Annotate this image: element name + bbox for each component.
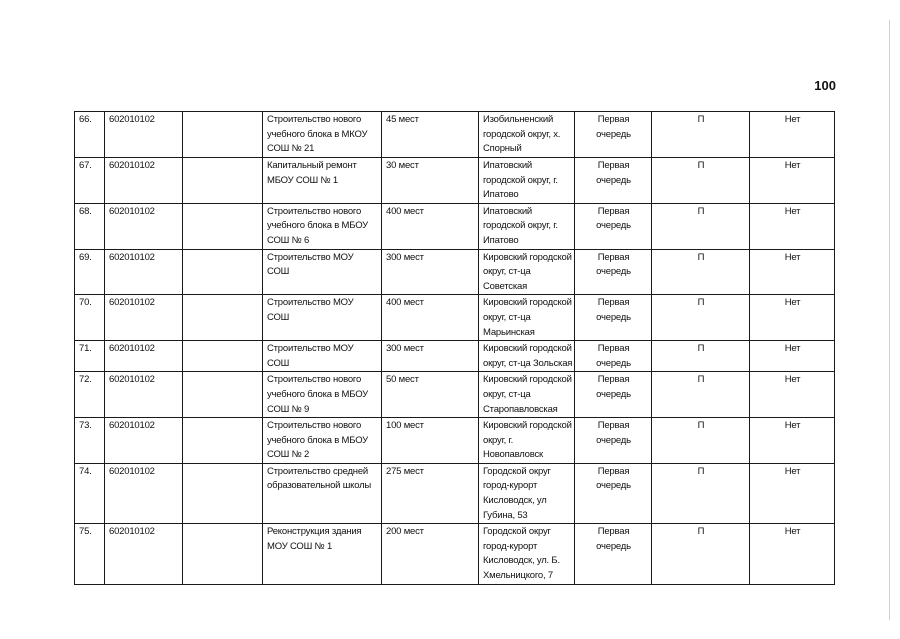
table-row	[75, 158, 835, 204]
capacity-cell: 300 мест	[382, 341, 479, 372]
stage-cell-line: очередь	[596, 388, 631, 400]
capacity-cell: 300 мест	[382, 249, 479, 295]
location-cell-line: округ, ст-ца	[483, 266, 531, 278]
capacity-cell: 50 мест	[382, 372, 479, 418]
stage-cell-line: очередь	[596, 220, 631, 232]
location-cell-line: городской округ, г.	[483, 174, 558, 186]
object-name-cell-line: МБОУ СОШ № 1	[267, 174, 338, 186]
table-row	[75, 203, 835, 249]
stage-cell-line: очередь	[596, 357, 631, 369]
row-number-cell: 68.	[75, 203, 105, 249]
empty-cell	[183, 295, 263, 341]
stage-cell	[575, 203, 652, 249]
stage-cell-line: Первая	[597, 526, 630, 538]
object-name-cell	[263, 203, 382, 249]
location-cell-line: Кировский городской	[483, 297, 572, 309]
mark-cell: П	[652, 463, 750, 523]
location-cell-line: Кировский городской	[483, 420, 572, 432]
code-cell: 602010102	[105, 372, 183, 418]
object-name-cell-line: СОШ	[267, 266, 290, 278]
code-cell: 602010102	[105, 463, 183, 523]
stage-cell-line: очередь	[596, 128, 631, 140]
stage-cell	[575, 295, 652, 341]
object-name-cell	[263, 112, 382, 158]
object-name-cell-line: учебного блока в МБОУ	[267, 220, 369, 232]
object-name-cell-line: Строительство средней	[267, 465, 369, 477]
stage-cell	[575, 418, 652, 464]
object-name-cell-line: СОШ	[267, 357, 290, 369]
row-number-cell: 67.	[75, 158, 105, 204]
table-row	[75, 295, 835, 341]
table-row	[75, 112, 835, 158]
empty-cell	[183, 524, 263, 584]
code-cell: 602010102	[105, 524, 183, 584]
flag-cell: Нет	[750, 249, 835, 295]
object-name-cell	[263, 372, 382, 418]
mark-cell: П	[652, 203, 750, 249]
stage-cell-line: Первая	[597, 114, 630, 125]
location-cell	[479, 203, 575, 249]
flag-cell: Нет	[750, 463, 835, 523]
stage-cell-line: Первая	[597, 420, 630, 432]
stage-cell-line: Первая	[597, 374, 630, 386]
empty-cell	[183, 418, 263, 464]
capacity-cell: 30 мест	[382, 158, 479, 204]
object-name-cell-line: Строительство МОУ	[267, 297, 354, 309]
location-cell-line: городской округ, х.	[483, 128, 561, 140]
object-name-cell	[263, 295, 382, 341]
location-cell	[479, 295, 575, 341]
object-name-cell-line: СОШ № 2	[267, 449, 310, 461]
table-row	[75, 249, 835, 295]
location-cell	[479, 524, 575, 584]
code-cell: 602010102	[105, 249, 183, 295]
code-cell: 602010102	[105, 341, 183, 372]
empty-cell	[183, 112, 263, 158]
flag-cell: Нет	[750, 203, 835, 249]
object-name-cell-line: учебного блока в МБОУ	[267, 434, 369, 446]
location-cell-line: Кировский городской	[483, 343, 572, 355]
stage-cell-line: очередь	[596, 311, 631, 323]
flag-cell: Нет	[750, 112, 835, 158]
mark-cell: П	[652, 295, 750, 341]
empty-cell	[183, 463, 263, 523]
mark-cell: П	[652, 249, 750, 295]
location-cell-line: Ипатово	[483, 189, 519, 201]
capacity-cell: 100 мест	[382, 418, 479, 464]
location-cell	[479, 158, 575, 204]
location-cell-line: Городской округ	[483, 526, 551, 538]
table-row	[75, 463, 835, 523]
object-name-cell	[263, 463, 382, 523]
object-name-cell-line: Строительство нового	[267, 205, 362, 217]
stage-cell	[575, 249, 652, 295]
object-name-cell-line: Строительство МОУ	[267, 343, 354, 355]
flag-cell: Нет	[750, 158, 835, 204]
flag-cell: Нет	[750, 418, 835, 464]
stage-cell	[575, 372, 652, 418]
document-table	[74, 111, 835, 585]
table-body	[75, 112, 835, 585]
stage-cell-line: Первая	[597, 205, 630, 217]
object-name-cell-line: учебного блока в МБОУ	[267, 388, 369, 400]
code-cell: 602010102	[105, 112, 183, 158]
flag-cell: Нет	[750, 341, 835, 372]
location-cell	[479, 249, 575, 295]
location-cell-line: Губина, 53	[483, 509, 528, 521]
location-cell-line: округ, ст-ца	[483, 311, 531, 323]
location-cell	[479, 112, 575, 158]
mark-cell: П	[652, 158, 750, 204]
stage-cell-line: Первая	[597, 251, 630, 263]
object-name-cell-line: Строительство нового	[267, 374, 362, 386]
location-cell	[479, 341, 575, 372]
location-cell-line: Ипатовский	[483, 160, 533, 171]
object-name-cell-line: СОШ	[267, 311, 290, 323]
flag-cell: Нет	[750, 524, 835, 584]
location-cell-line: городской округ, г.	[483, 220, 558, 232]
stage-cell	[575, 341, 652, 372]
location-cell-line: город-курорт	[483, 480, 538, 492]
stage-cell	[575, 463, 652, 523]
page-number: 100	[814, 78, 836, 93]
location-cell-line: округ, ст-ца Зольская	[483, 357, 573, 369]
empty-cell	[183, 372, 263, 418]
location-cell	[479, 463, 575, 523]
location-cell-line: Городской округ	[483, 465, 551, 477]
row-number-cell: 69.	[75, 249, 105, 295]
mark-cell: П	[652, 418, 750, 464]
location-cell-line: округ, г.	[483, 434, 514, 446]
location-cell	[479, 418, 575, 464]
stage-cell-line: Первая	[597, 297, 630, 309]
code-cell: 602010102	[105, 295, 183, 341]
location-cell-line: Кисловодск, ул. Б.	[483, 555, 560, 567]
location-cell-line: Спорный	[483, 143, 522, 155]
location-cell-line: город-курорт	[483, 540, 538, 552]
flag-cell: Нет	[750, 372, 835, 418]
object-name-cell-line: МОУ СОШ № 1	[267, 540, 333, 552]
stage-cell	[575, 158, 652, 204]
capacity-cell: 45 мест	[382, 112, 479, 158]
row-number-cell: 66.	[75, 112, 105, 158]
location-cell-line: Ипатово	[483, 234, 519, 246]
stage-cell-line: очередь	[596, 480, 631, 492]
flag-cell: Нет	[750, 295, 835, 341]
mark-cell: П	[652, 524, 750, 584]
location-cell-line: Марьинская	[483, 326, 535, 338]
location-cell-line: Изобильненский	[483, 114, 554, 125]
code-cell: 602010102	[105, 418, 183, 464]
object-name-cell-line: СОШ № 6	[267, 234, 310, 246]
location-cell	[479, 372, 575, 418]
capacity-cell: 200 мест	[382, 524, 479, 584]
object-name-cell-line: СОШ № 9	[267, 403, 310, 415]
stage-cell-line: очередь	[596, 174, 631, 186]
object-name-cell	[263, 524, 382, 584]
mark-cell: П	[652, 112, 750, 158]
code-cell: 602010102	[105, 203, 183, 249]
capacity-cell: 275 мест	[382, 463, 479, 523]
location-cell-line: Старопавловская	[483, 403, 558, 415]
row-number-cell: 71.	[75, 341, 105, 372]
object-name-cell-line: Капитальный ремонт	[267, 160, 357, 171]
location-cell-line: округ, ст-ца	[483, 388, 531, 400]
object-name-cell-line: СОШ № 21	[267, 143, 315, 155]
stage-cell-line: Первая	[597, 160, 630, 171]
stage-cell-line: очередь	[596, 434, 631, 446]
location-cell-line: Хмельницкого, 7	[483, 570, 553, 582]
stage-cell-line: очередь	[596, 540, 631, 552]
empty-cell	[183, 341, 263, 372]
empty-cell	[183, 158, 263, 204]
stage-cell-line: Первая	[597, 343, 630, 355]
object-name-cell-line: Строительство МОУ	[267, 251, 354, 263]
object-name-cell-line: Реконструкция здания	[267, 526, 362, 538]
empty-cell	[183, 203, 263, 249]
empty-cell	[183, 249, 263, 295]
table-row	[75, 418, 835, 464]
page-edge-rule	[889, 20, 890, 620]
row-number-cell: 74.	[75, 463, 105, 523]
location-cell-line: Кировский городской	[483, 251, 572, 263]
location-cell-line: Кисловодск, ул	[483, 495, 547, 507]
code-cell: 602010102	[105, 158, 183, 204]
object-name-cell	[263, 249, 382, 295]
object-name-cell-line: Строительство нового	[267, 114, 362, 125]
object-name-cell-line: образовательной школы	[267, 480, 372, 492]
mark-cell: П	[652, 341, 750, 372]
row-number-cell: 72.	[75, 372, 105, 418]
table-row	[75, 372, 835, 418]
row-number-cell: 75.	[75, 524, 105, 584]
object-name-cell-line: учебного блока в МКОУ	[267, 128, 368, 140]
row-number-cell: 70.	[75, 295, 105, 341]
mark-cell: П	[652, 372, 750, 418]
object-name-cell	[263, 418, 382, 464]
location-cell-line: Кировский городской	[483, 374, 572, 386]
object-name-cell-line: Строительство нового	[267, 420, 362, 432]
row-number-cell: 73.	[75, 418, 105, 464]
stage-cell	[575, 112, 652, 158]
object-name-cell	[263, 341, 382, 372]
location-cell-line: Новопавловск	[483, 449, 544, 461]
location-cell-line: Советская	[483, 280, 528, 292]
stage-cell	[575, 524, 652, 584]
object-name-cell	[263, 158, 382, 204]
table-row	[75, 524, 835, 584]
table-row	[75, 341, 835, 372]
stage-cell-line: Первая	[597, 465, 630, 477]
stage-cell-line: очередь	[596, 266, 631, 278]
capacity-cell: 400 мест	[382, 295, 479, 341]
location-cell-line: Ипатовский	[483, 205, 533, 217]
capacity-cell: 400 мест	[382, 203, 479, 249]
